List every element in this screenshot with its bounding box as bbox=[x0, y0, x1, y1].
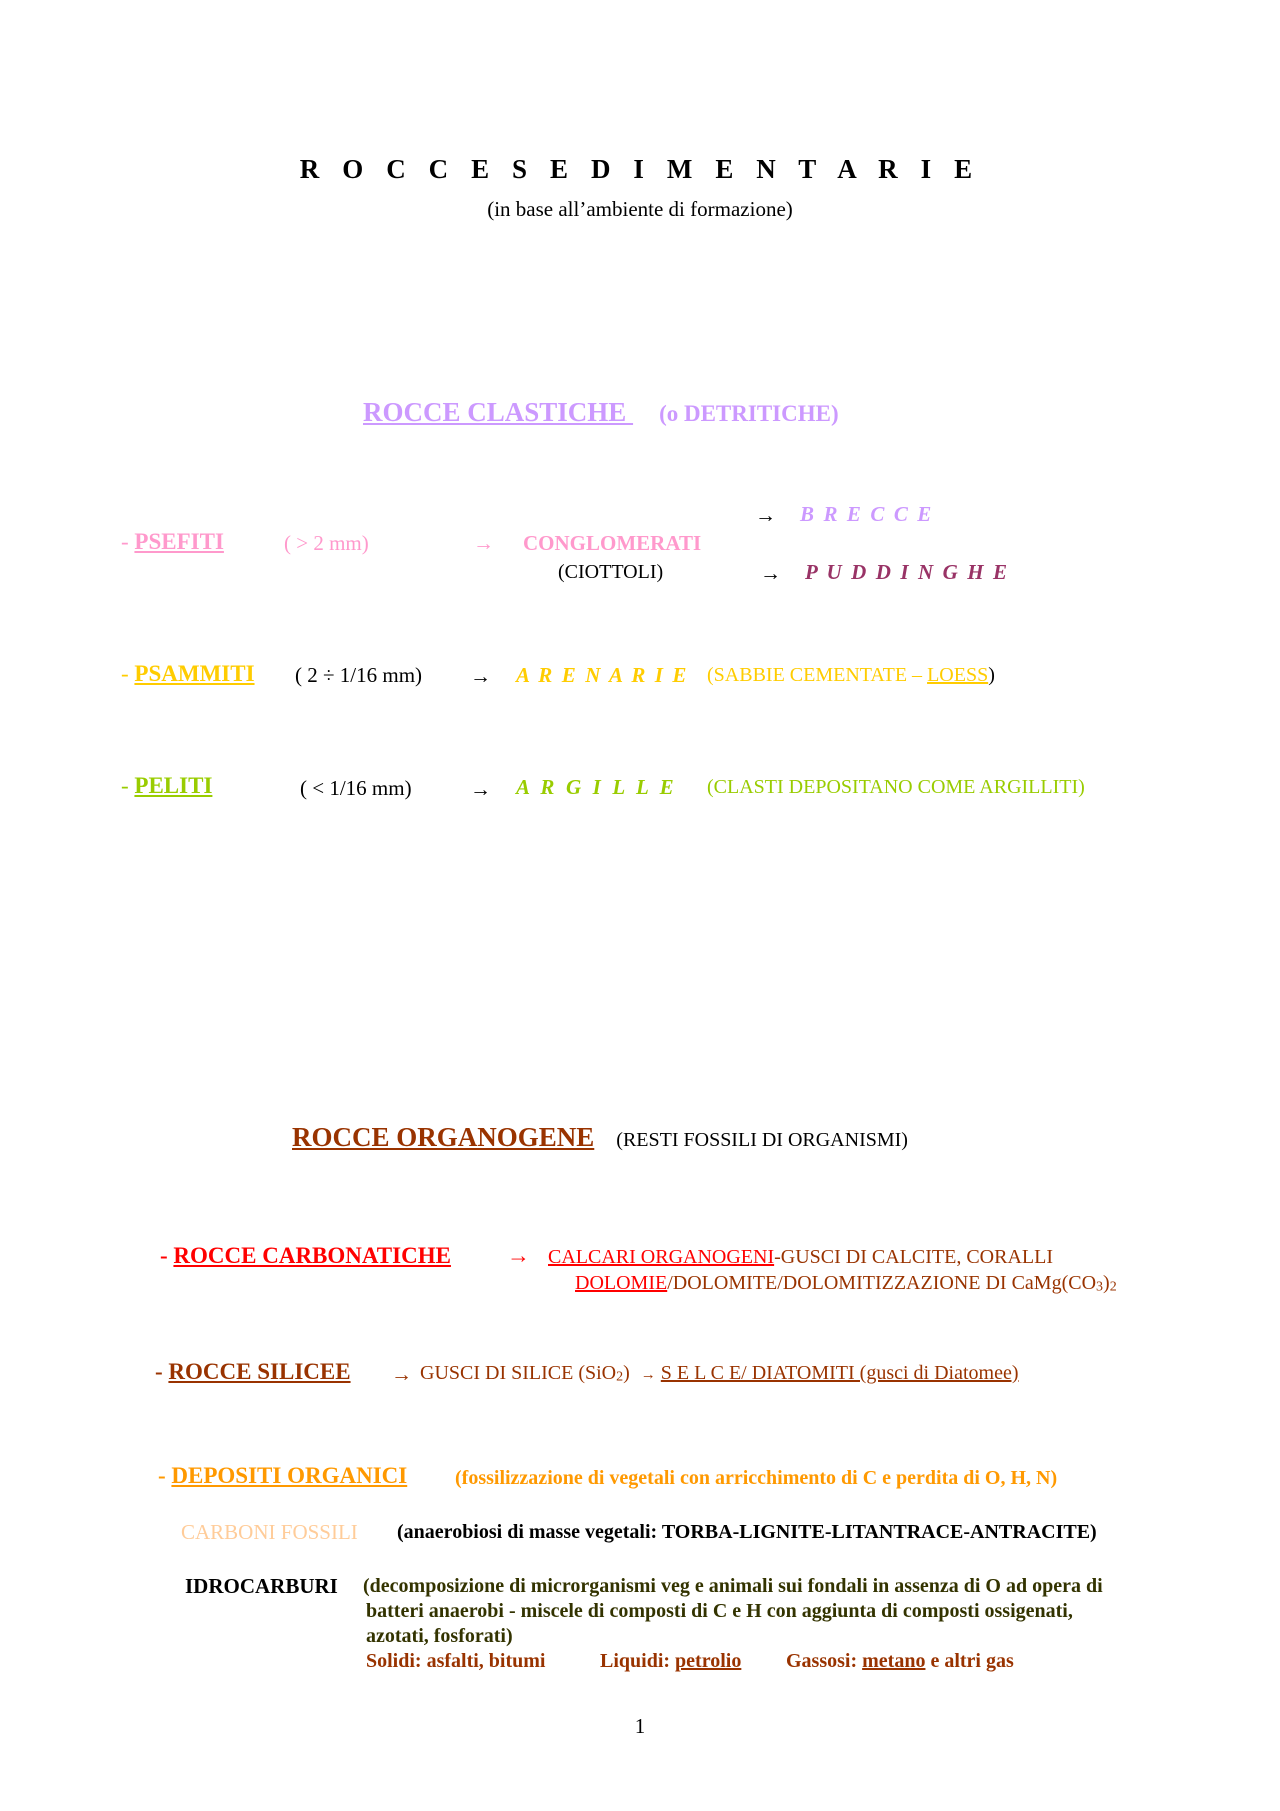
silicee-row bbox=[155, 1359, 351, 1385]
psammiti-name: PSAMMITI bbox=[134, 661, 255, 686]
depositi-name: DEPOSITI ORGANICI bbox=[171, 1463, 408, 1488]
psefiti-brecce: B R E C C E bbox=[800, 502, 934, 526]
psammiti-arenarie: A R E N A R I E bbox=[516, 663, 689, 687]
carbonatiche-name: ROCCE CARBONATICHE bbox=[173, 1243, 451, 1268]
psammiti-note-close: ) bbox=[988, 664, 995, 686]
liquidi-label: Liquidi: bbox=[600, 1650, 676, 1672]
silicee-arrow2: → bbox=[640, 1367, 656, 1383]
psammiti-arrow: → bbox=[470, 664, 491, 688]
idrocarburi-line1: (decomposizione di microrganismi veg e animali sui fondali in assenza di O ad opera di bbox=[363, 1575, 1103, 1597]
carbonatiche-row bbox=[160, 1243, 451, 1269]
psefiti-puddinghe: P U D D I N G H E bbox=[805, 560, 1010, 584]
peliti-size: ( < 1/16 mm) bbox=[300, 776, 412, 800]
co3-close: ) bbox=[1103, 1272, 1110, 1294]
psefiti-name: PSEFITI bbox=[134, 529, 224, 554]
peliti-argille: A R G I L L E bbox=[516, 775, 677, 799]
silicee-name: ROCCE SILICEE bbox=[168, 1359, 351, 1384]
psefiti-arrow-brecce: → bbox=[755, 503, 776, 527]
peliti-note: (CLASTI DEPOSITANO COME ARGILLITI) bbox=[707, 776, 1085, 798]
idrocarburi-name: IDROCARBURI bbox=[185, 1574, 338, 1598]
sio2-close: ) bbox=[623, 1362, 630, 1384]
silicee-text bbox=[420, 1362, 1019, 1385]
carbonatiche-line2 bbox=[575, 1272, 1117, 1295]
idrocarburi-solidi: Solidi: asfalti, bitumi bbox=[366, 1650, 546, 1672]
co3-sub2: 2 bbox=[1109, 1279, 1117, 1295]
silicee-arrow: → bbox=[391, 1362, 412, 1386]
page-title: R O C C E S E D I M E N T A R I E bbox=[299, 154, 981, 184]
carbonatiche-line1 bbox=[548, 1246, 1053, 1269]
depositi-row bbox=[158, 1463, 407, 1489]
peliti-row bbox=[121, 773, 212, 799]
organogene-heading-note: (RESTI FOSSILI DI ORGANISMI) bbox=[616, 1129, 908, 1151]
carboni-text: anaerobiosi di masse vegetali: TORBA-LIGNITE-LITANTRACE-ANTRACITE bbox=[403, 1521, 1091, 1543]
gassosi-label: Gassosi: bbox=[786, 1650, 863, 1672]
psefiti-dash: - bbox=[121, 529, 135, 554]
carboni-open: ( bbox=[397, 1521, 404, 1543]
carboni-close: ) bbox=[1090, 1521, 1097, 1543]
sio2-sub: 2 bbox=[616, 1369, 624, 1385]
psammiti-dash: - bbox=[121, 661, 135, 686]
idrocarburi-liquidi bbox=[600, 1650, 741, 1673]
silicee-gusci: GUSCI DI SILICE (SiO bbox=[420, 1362, 617, 1384]
psefiti-arrow: → bbox=[473, 531, 494, 555]
psammiti-note-text: (SABBIE CEMENTATE – bbox=[707, 664, 928, 686]
gassosi-value: metano bbox=[862, 1650, 926, 1672]
organogene-heading: ROCCE ORGANOGENE bbox=[292, 1122, 595, 1152]
psefiti-size: ( > 2 mm) bbox=[284, 531, 369, 555]
psammiti-row bbox=[121, 661, 255, 687]
calcari-organogeni: CALCARI ORGANOGENI bbox=[548, 1246, 775, 1268]
silicee-dash: - bbox=[155, 1359, 169, 1384]
calcari-rest: -GUSCI DI CALCITE, CORALLI bbox=[774, 1246, 1053, 1268]
psefiti-arrow-puddinghe: → bbox=[760, 561, 781, 585]
psefiti-row bbox=[121, 529, 224, 555]
peliti-dash: - bbox=[121, 773, 135, 798]
organogene-heading-row bbox=[292, 1122, 908, 1153]
depositi-dash: - bbox=[158, 1463, 172, 1488]
psefiti-conglomerati: CONGLOMERATI bbox=[523, 531, 702, 555]
depositi-note: (fossilizzazione di vegetali con arricchimento di C e perdita di O, H, N) bbox=[455, 1467, 1058, 1489]
dolomie: DOLOMIE bbox=[575, 1272, 668, 1294]
selce-diatomiti: S E L C E/ DIATOMITI (gusci di Diatomee) bbox=[660, 1362, 1019, 1384]
liquidi-value: petrolio bbox=[675, 1650, 742, 1672]
clastiche-heading: ROCCE CLASTICHE bbox=[363, 397, 634, 427]
psefiti-ciottoli: (CIOTTOLI) bbox=[558, 561, 664, 583]
psammiti-note bbox=[707, 664, 995, 687]
page-subtitle: (in base all’ambiente di formazione) bbox=[487, 197, 793, 221]
co3-sub: 3 bbox=[1096, 1279, 1104, 1295]
carbonatiche-arrow: → bbox=[507, 1243, 530, 1268]
peliti-arrow: → bbox=[470, 777, 491, 801]
gassosi-rest: e altri gas bbox=[925, 1650, 1014, 1672]
clastiche-heading-row bbox=[363, 397, 839, 428]
psammiti-size: ( 2 ÷ 1/16 mm) bbox=[295, 663, 423, 687]
peliti-name: PELITI bbox=[134, 773, 213, 798]
dolomie-rest: /DOLOMITE/DOLOMITIZZAZIONE DI CaMg(CO bbox=[667, 1272, 1097, 1294]
idrocarburi-line3: azotati, fosforati) bbox=[366, 1625, 513, 1647]
page-number: 1 bbox=[634, 1714, 646, 1738]
carboni-note bbox=[397, 1521, 1097, 1544]
psammiti-note-loess: LOESS bbox=[927, 664, 989, 686]
carboni-name: CARBONI FOSSILI bbox=[181, 1520, 358, 1544]
carbonatiche-dash: - bbox=[160, 1243, 174, 1268]
clastiche-heading-note: (o DETRITICHE) bbox=[659, 401, 839, 426]
idrocarburi-gassosi bbox=[786, 1650, 1014, 1673]
idrocarburi-line2: batteri anaerobi - miscele di composti di C e H con aggiunta di composti ossigenati, bbox=[366, 1600, 1073, 1622]
